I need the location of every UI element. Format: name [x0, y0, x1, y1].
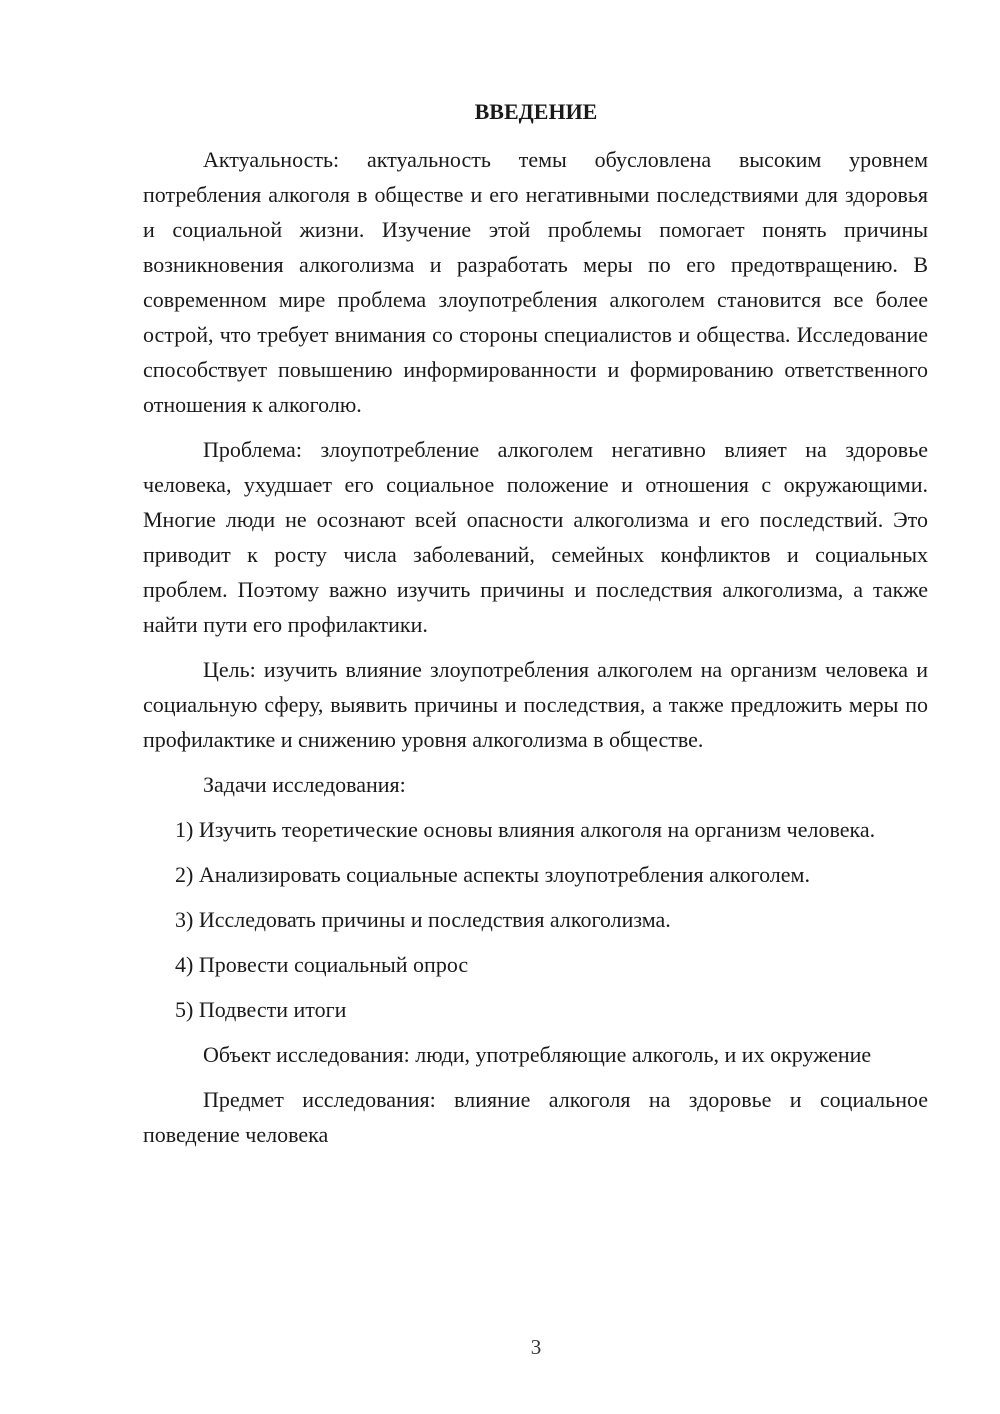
page-title: ВВЕДЕНИЕ [474, 99, 598, 124]
research-object-paragraph: Объект исследования: люди, употребляющие алкоголь, и их окружение [203, 1042, 872, 1067]
research-subject-paragraph: Предмет исследования: влияние алкоголя на здоровье и социальное поведение человека [143, 1087, 928, 1147]
tasks-heading: Задачи исследования: [203, 772, 406, 797]
problem-paragraph: Проблема: злоупотребление алкоголем негативно влияет на здоровье человека, ухудшает его социальное положение и отношения с окружающими. Многие люди не осознают всей опасности алкоголизма и его последствий. Это приводит к росту числа заболеваний, семейных конфликтов и социальных проблем. Поэтому важно изучить причины и последствия алкоголизма, а также найти пути его профилактики. [143, 437, 928, 637]
document-body [143, 142, 928, 1162]
task-item-3: 3) Исследовать причины и последствия алкоголизма. [175, 907, 671, 932]
task-item-4: 4) Провести социальный опрос [175, 952, 469, 977]
page-number: 3 [530, 1335, 542, 1359]
task-item-5: 5) Подвести итоги [175, 997, 347, 1022]
task-item-1: 1) Изучить теоретические основы влияния алкоголя на организм человека. [175, 817, 876, 842]
goal-paragraph: Цель: изучить влияние злоупотребления алкоголем на организм человека и социальную сферу, выявить причины и последствия, а также предложить меры по профилактике и снижению уровня алкоголизма в обществе. [143, 657, 928, 752]
task-item-2: 2) Анализировать социальные аспекты злоупотребления алкоголем. [175, 862, 810, 887]
relevance-paragraph: Актуальность: актуальность темы обусловлена высоким уровнем потребления алкоголя в обществе и его негативными последствиями для здоровья и социальной жизни. Изучение этой проблемы помогает понять причины возникновения алкоголизма и разработать меры по его предотвращению. В современном мире проблема злоупотребления алкоголем становится все более острой, что требует внимания со стороны специалистов и общества. Исследование способствует повышению информированности и формированию ответственного отношения к алкоголю. [143, 147, 928, 417]
